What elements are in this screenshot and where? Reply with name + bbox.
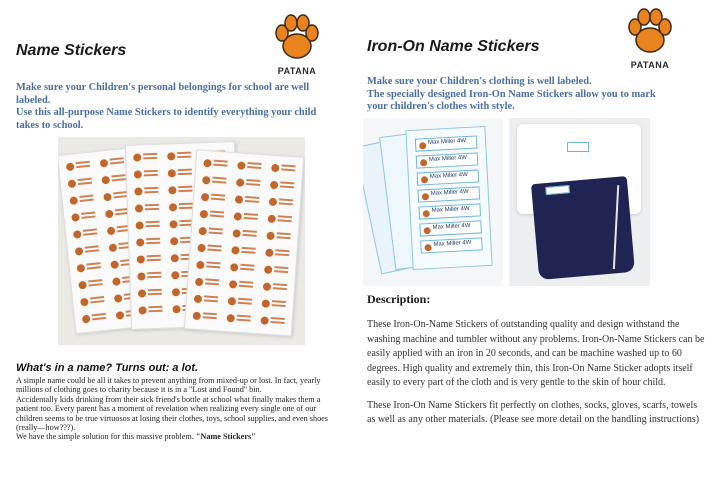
name-sticker <box>264 246 291 262</box>
paw-icon <box>201 193 210 202</box>
paw-icon <box>68 179 77 188</box>
paw-icon <box>623 6 677 58</box>
tag-name: Max Miller 4W <box>428 155 468 163</box>
name-sticker <box>136 270 162 285</box>
paw-icon <box>76 264 85 273</box>
paw-icon <box>138 289 146 297</box>
name-sticker <box>79 294 106 311</box>
paw-icon <box>230 263 239 272</box>
paragraph-2: Accidentally kids drinking from their sick friend's bottle at school what finally makes them a patient too. Every parent has a moment of revelation when realizing every single one of our children seems to be true virtuosos at losing their clothes, toys, school supplies, and even shoes (really—how???). <box>16 394 328 433</box>
paw-icon <box>114 294 123 303</box>
paw-icon <box>196 261 205 270</box>
tag-name: Max Miller 4W <box>431 205 470 214</box>
panel-title: Name Stickers <box>16 42 127 59</box>
name-sticker <box>232 210 259 226</box>
logo-text: PATANA <box>630 60 670 70</box>
name-sticker <box>230 244 257 260</box>
paw-icon <box>107 226 116 235</box>
paw-icon <box>266 232 275 241</box>
paw-icon <box>135 221 143 229</box>
paw-icon <box>203 159 212 168</box>
name-sticker <box>133 185 159 200</box>
patana-logo <box>270 12 324 80</box>
name-sticker <box>100 172 127 189</box>
name-sticker <box>228 278 255 294</box>
name-sticker <box>66 176 93 193</box>
paw-icon <box>423 210 430 217</box>
paw-icon <box>263 282 272 291</box>
name-sticker <box>72 226 99 243</box>
name-sticker <box>226 295 253 311</box>
iron-on-tag <box>420 237 483 253</box>
logo-text: PATANA <box>277 66 317 76</box>
name-sticker <box>270 162 297 178</box>
intro-line-2: Use this all-purpose Name Stickers to identify everything your child takes to school. <box>16 107 317 131</box>
paw-icon <box>134 170 142 178</box>
shorts-label <box>545 185 570 195</box>
paw-icon <box>231 246 240 255</box>
name-sticker <box>134 219 160 234</box>
intro-line-2: The specially designed Iron-On Name Stickers allow you to mark your children's clothes with style. <box>367 88 656 112</box>
section-subheading: What's in a name? Turns out: a lot. <box>16 362 199 374</box>
paw-icon <box>270 181 279 190</box>
name-sticker <box>192 293 219 309</box>
shirt-label <box>567 142 589 152</box>
paw-icon <box>422 193 429 200</box>
paragraph-1: A simple name could be all it takes to prevent anything from mixed-up or lost. In fact, yearly millions of clothing goes to charity because it is in a "Lost and Found" bin. <box>16 376 321 395</box>
name-sticker <box>267 196 294 212</box>
name-sticker <box>98 155 125 172</box>
paw-icon <box>424 227 431 234</box>
name-sticker <box>137 287 163 302</box>
name-sticker <box>200 191 227 207</box>
name-sticker <box>137 304 163 319</box>
iron-on-tag <box>417 169 480 185</box>
name-sticker <box>194 276 221 292</box>
tag-name: Max Miller 4W <box>430 188 469 197</box>
paw-icon <box>137 272 145 280</box>
paw-icon <box>108 243 117 252</box>
description-paragraph-1: These Iron-On-Name Stickers of outstanding quality and design withstand the washing machine and tumbler without any problems. Iron-On-Name Stickers can be easily applied with an iron in 20 seconds, and can be machine washed up to 60 degrees. High quality and extremely thin, this Iron-On Name Sticker adopts itself easily to every part of the cloth and is very gentle to the skin of hour child. <box>367 319 705 388</box>
iron-on-tag <box>415 135 478 151</box>
tag-name: Max Miller 4W <box>433 239 472 248</box>
paw-icon <box>269 198 278 207</box>
paw-icon <box>105 210 114 219</box>
intro-line-1: Make sure your Children's personal belongings for school are well labeled. <box>16 82 310 106</box>
name-sticker <box>68 192 95 209</box>
paw-icon <box>103 193 112 202</box>
paw-icon <box>226 314 235 323</box>
paw-icon <box>169 220 177 228</box>
paragraph-3: We have the simple solution for this massive problem. "Name Stickers" <box>16 432 256 442</box>
name-sticker <box>233 193 260 209</box>
paw-icon <box>197 244 206 253</box>
paw-icon <box>138 306 146 314</box>
name-sticker <box>195 259 222 275</box>
paw-icon <box>420 159 427 166</box>
tag-name: Max Miller 4W <box>432 222 471 231</box>
school-uniform-photo <box>509 118 650 286</box>
intro-text <box>367 76 667 114</box>
name-sticker <box>261 280 288 296</box>
paw-icon <box>270 12 324 64</box>
paw-icon <box>78 281 87 290</box>
name-sticker <box>75 260 102 277</box>
paw-icon <box>271 164 280 173</box>
intro-text <box>16 82 336 132</box>
name-sticker <box>191 310 218 326</box>
name-sticker <box>135 236 161 251</box>
name-sticker <box>81 311 108 328</box>
paw-icon <box>80 298 89 307</box>
name-sticker <box>73 243 100 260</box>
paw-icon <box>195 278 204 287</box>
name-sticker <box>201 174 228 190</box>
name-sticker <box>229 261 256 277</box>
paw-icon <box>421 176 428 183</box>
paw-icon <box>264 265 273 274</box>
patana-logo <box>623 6 677 74</box>
name-sticker <box>260 297 287 313</box>
name-sticker <box>102 189 129 206</box>
name-sticker <box>266 213 293 229</box>
body-text <box>16 376 344 442</box>
name-stickers-photo <box>58 137 305 345</box>
paw-icon <box>168 169 176 177</box>
paw-icon <box>172 288 180 296</box>
name-sticker <box>202 157 229 173</box>
paw-icon <box>135 204 143 212</box>
name-sticker <box>134 202 160 217</box>
paw-icon <box>171 271 179 279</box>
paw-icon <box>228 297 237 306</box>
paw-icon <box>202 176 211 185</box>
iron-on-labels-photo <box>363 118 503 286</box>
paw-icon <box>419 142 426 149</box>
name-sticker <box>236 159 263 175</box>
paw-icon <box>200 210 209 219</box>
name-sticker <box>70 209 97 226</box>
panel-title: Iron-On Name Stickers <box>367 38 540 55</box>
paw-icon <box>172 305 180 313</box>
paw-icon <box>66 162 75 171</box>
name-sticker <box>65 159 92 176</box>
paw-icon <box>235 195 244 204</box>
paw-icon <box>267 215 276 224</box>
name-sticker <box>225 312 252 328</box>
name-sticker <box>136 253 162 268</box>
name-sticker <box>132 151 158 166</box>
paw-icon <box>260 316 269 325</box>
paw-icon <box>262 299 271 308</box>
iron-on-tag <box>418 203 481 219</box>
description-body <box>367 318 707 436</box>
paw-icon <box>168 186 176 194</box>
description-paragraph-2: These Iron-On Name Stickers fit perfectly on clothes, socks, gloves, scarfs, towels as well as any other materials. (Please see more detail on the handling instructions) <box>367 399 700 425</box>
name-sticker <box>196 242 223 258</box>
name-sticker <box>231 227 258 243</box>
name-sticker <box>259 314 286 330</box>
paw-icon <box>73 230 82 239</box>
paw-icon <box>424 244 431 251</box>
paw-icon <box>229 280 238 289</box>
paw-icon <box>101 176 110 185</box>
paw-icon <box>169 203 177 211</box>
name-stickers-panel <box>0 0 355 477</box>
navy-shorts <box>531 176 635 280</box>
iron-on-stickers-panel <box>355 0 714 477</box>
paw-icon <box>167 152 175 160</box>
shorts-stripe <box>613 185 619 269</box>
name-sticker <box>77 277 104 294</box>
paw-icon <box>100 159 109 168</box>
name-sticker <box>197 225 224 241</box>
paw-icon <box>170 237 178 245</box>
paw-icon <box>110 260 119 269</box>
paw-icon <box>116 311 125 320</box>
paw-icon <box>171 254 179 262</box>
label-card <box>405 126 492 270</box>
tag-name: Max Miller 4W <box>429 171 468 180</box>
name-sticker <box>269 179 296 195</box>
iron-on-tag <box>416 152 479 168</box>
sticker-sheet <box>184 149 304 336</box>
paw-icon <box>75 247 84 256</box>
name-sticker <box>263 263 290 279</box>
paw-icon <box>69 196 78 205</box>
paw-icon <box>232 229 241 238</box>
iron-on-tag <box>418 186 481 202</box>
name-sticker <box>265 230 292 246</box>
paw-icon <box>198 227 207 236</box>
name-sticker <box>168 201 194 216</box>
paw-icon <box>265 249 274 258</box>
name-sticker <box>167 184 193 199</box>
paw-icon <box>112 277 121 286</box>
paw-icon <box>234 212 243 221</box>
name-sticker <box>167 167 193 182</box>
paw-icon <box>137 255 145 263</box>
paw-icon <box>71 213 80 222</box>
iron-on-tag <box>419 220 482 236</box>
description-heading: Description: <box>367 292 431 306</box>
paw-icon <box>236 178 245 187</box>
paw-icon <box>82 315 91 324</box>
name-sticker <box>133 168 159 183</box>
intro-line-1: Make sure your Children's clothing is well labeled. <box>367 76 592 87</box>
paw-icon <box>194 295 203 304</box>
name-sticker <box>198 208 225 224</box>
paw-icon <box>237 161 246 170</box>
name-sticker <box>235 176 262 192</box>
tag-name: Max Miller 4W <box>427 138 467 147</box>
paw-icon <box>136 238 144 246</box>
name-sticker <box>166 150 192 165</box>
product-name-bold: "Name Stickers" <box>195 432 256 442</box>
paw-icon <box>133 153 141 161</box>
paw-icon <box>134 187 142 195</box>
paw-icon <box>193 312 202 321</box>
